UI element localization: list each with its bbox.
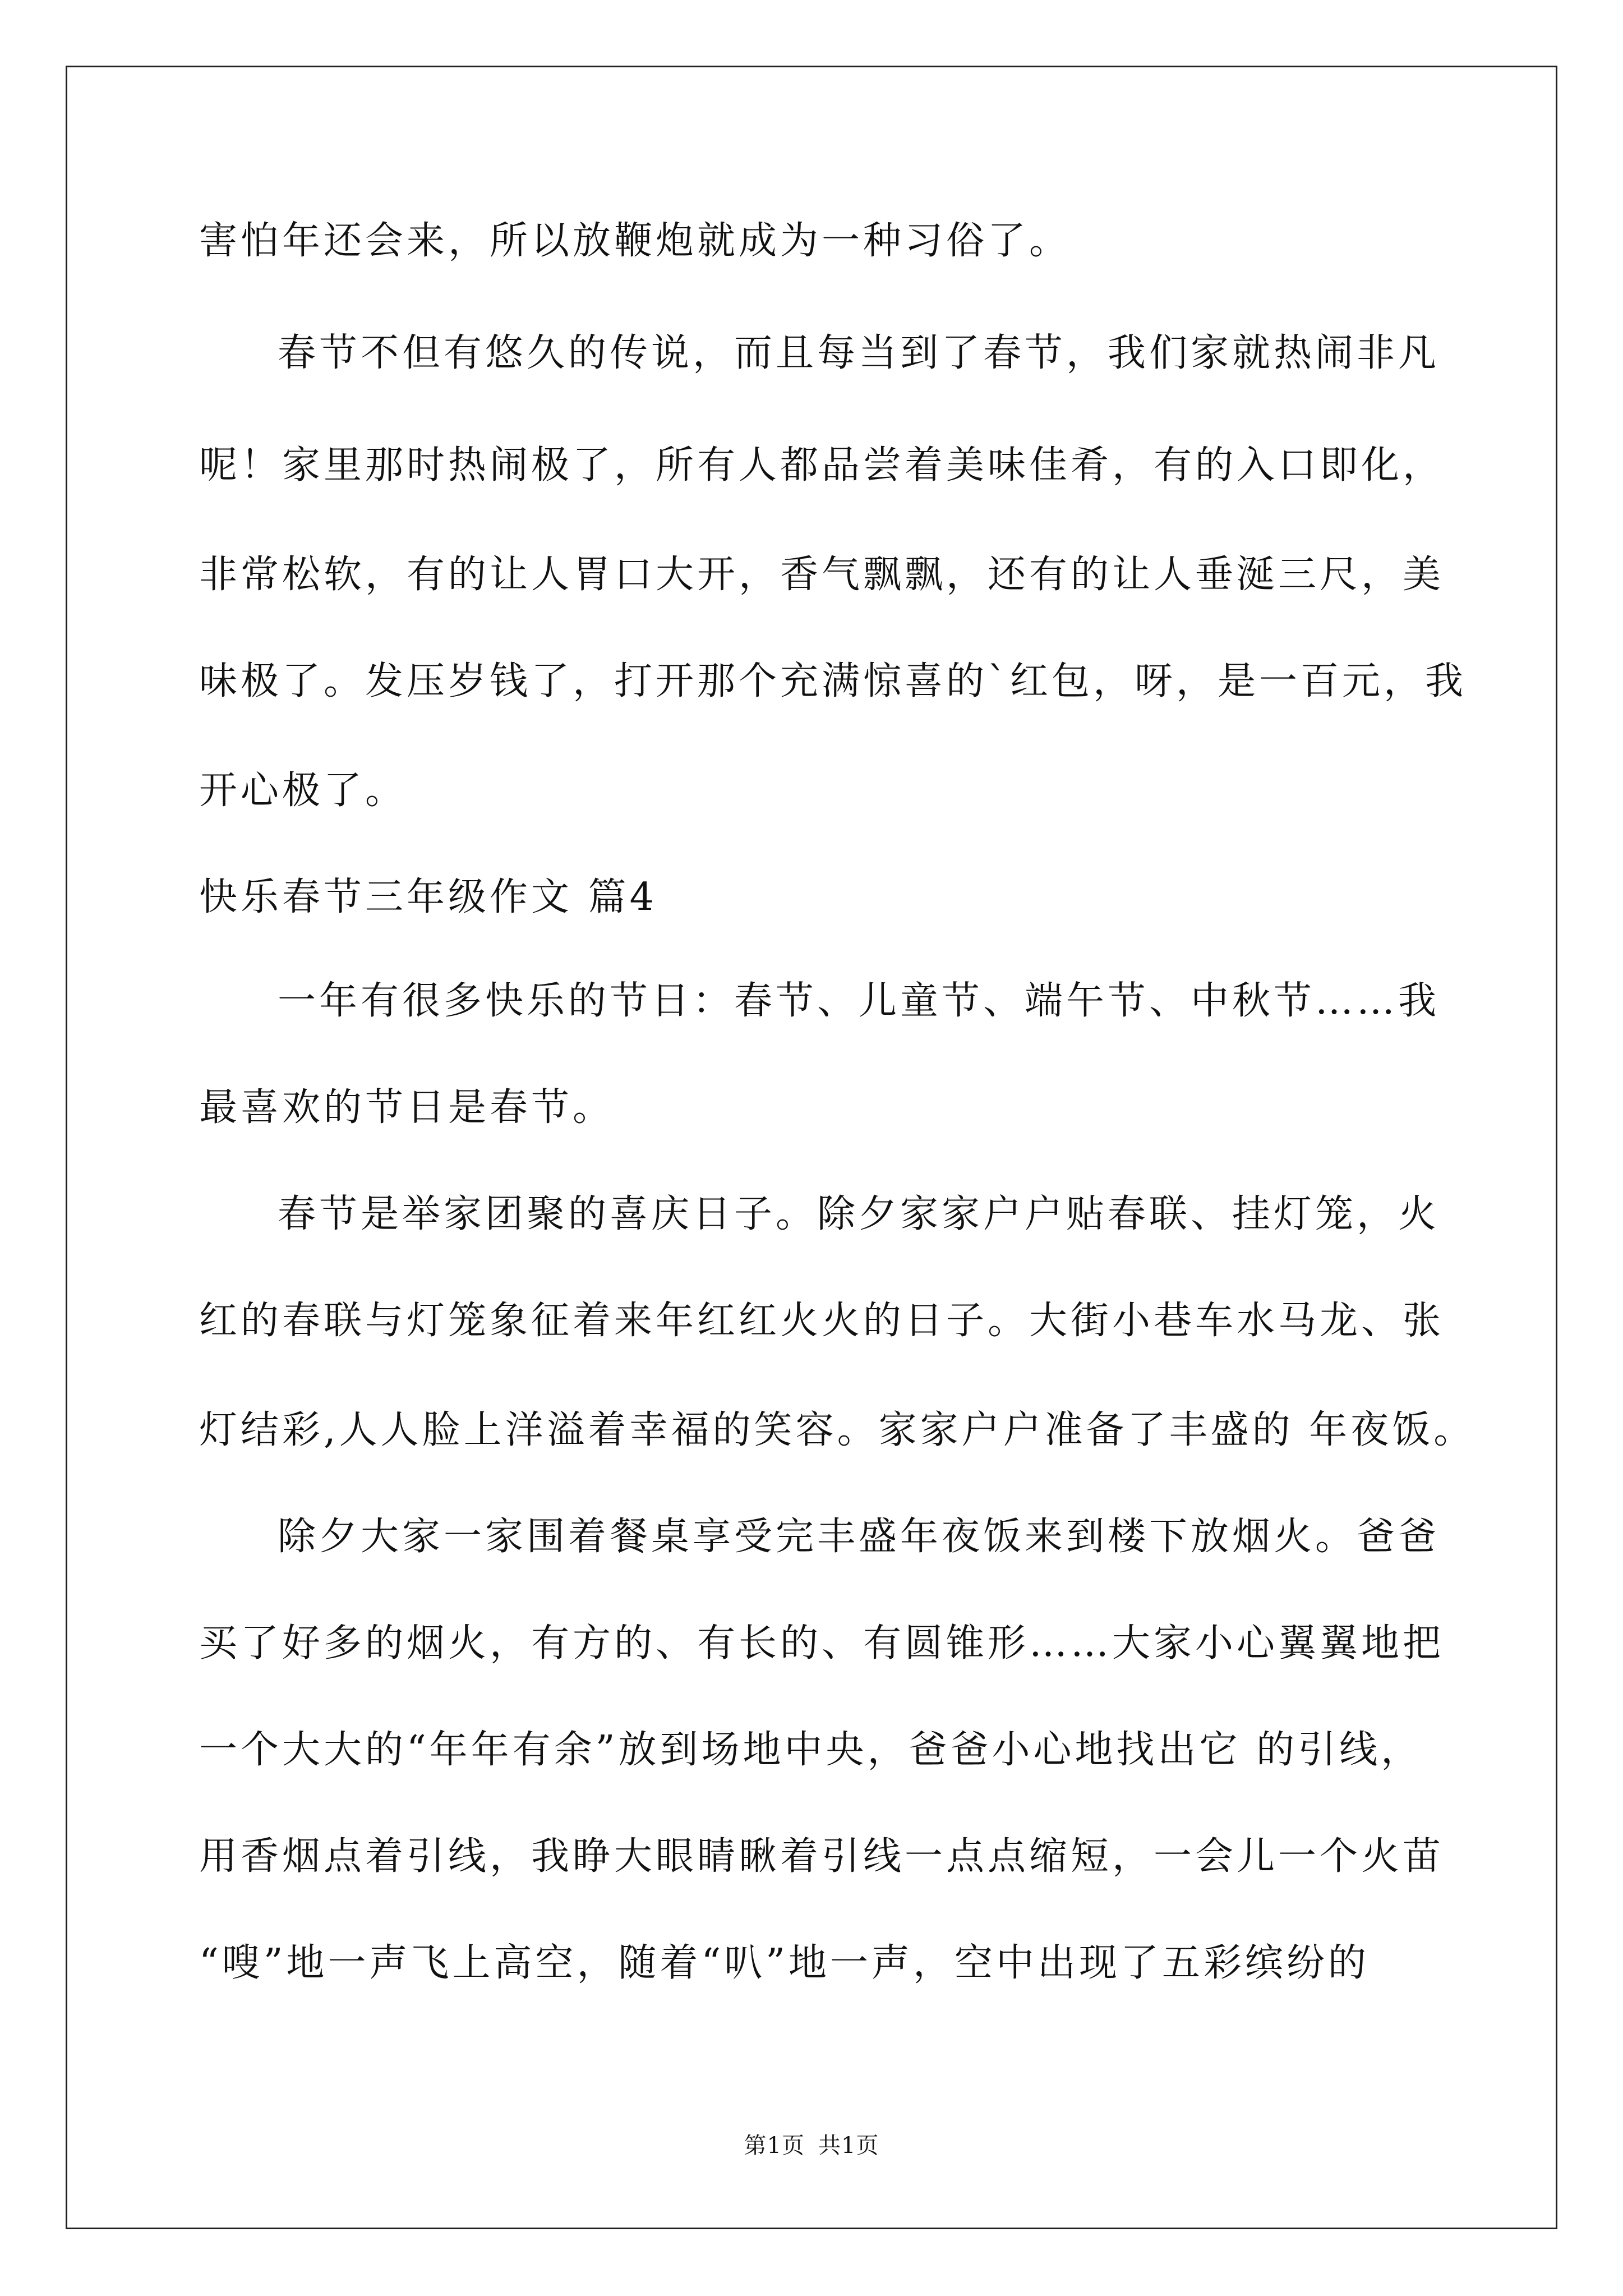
text-line-5: 味极了。发压岁钱了，打开那个充满惊喜的`红包，呀，是一百元，我 — [199, 659, 1467, 703]
text-line-1: 害怕年还会来，所以放鞭炮就成为一种习俗了。 — [199, 219, 1071, 263]
text-line-4: 非常松软，有的让人胃口大开，香气飘飘，还有的让人垂涎三尺，美 — [199, 553, 1445, 597]
text-line-9: 最喜欢的节日是春节。 — [199, 1085, 615, 1130]
text-line-15: 一个大大的“年年有余”放到场地中央，爸爸小心地找出它 的引线， — [199, 1728, 1423, 1772]
section-heading: 快乐春节三年级作文 篇4 — [199, 875, 657, 919]
text-line-11: 红的春联与灯笼象征着来年红红火火的日子。大街小巷车水马龙、张 — [199, 1299, 1445, 1343]
page-number: 第1页 — [744, 2133, 805, 2159]
text-line-14: 买了好多的烟火，有方的、有长的、有圆锥形……大家小心翼翼地把 — [199, 1621, 1445, 1665]
text-line-10: 春节是举家团聚的喜庆日子。除夕家家户户贴春联、挂灯笼，火 — [278, 1192, 1440, 1236]
text-line-16: 用香烟点着引线，我睁大眼睛瞅着引线一点点缩短，一会儿一个火苗 — [199, 1834, 1445, 1879]
text-line-6: 开心极了。 — [199, 769, 407, 813]
text-line-12: 灯结彩,人人脸上洋溢着幸福的笑容。家家户户准备了丰盛的 年夜饭。 — [199, 1408, 1476, 1452]
text-line-2: 春节不但有悠久的传说，而且每当到了春节，我们家就热闹非凡 — [278, 331, 1440, 375]
page-footer — [0, 2132, 1623, 2160]
page-border — [66, 66, 1557, 2229]
page-total: 共1页 — [818, 2133, 879, 2159]
text-line-17: “嗖”地一声飞上高空，随着“叭”地一声，空中出现了五彩缤纷的 — [199, 1941, 1370, 1985]
text-line-8: 一年有很多快乐的节日：春节、儿童节、端午节、中秋节……我 — [278, 979, 1440, 1023]
text-line-13: 除夕大家一家围着餐桌享受完丰盛年夜饭来到楼下放烟火。爸爸 — [278, 1515, 1440, 1559]
text-line-3: 呢！家里那时热闹极了，所有人都品尝着美味佳肴，有的入口即化， — [199, 443, 1445, 487]
